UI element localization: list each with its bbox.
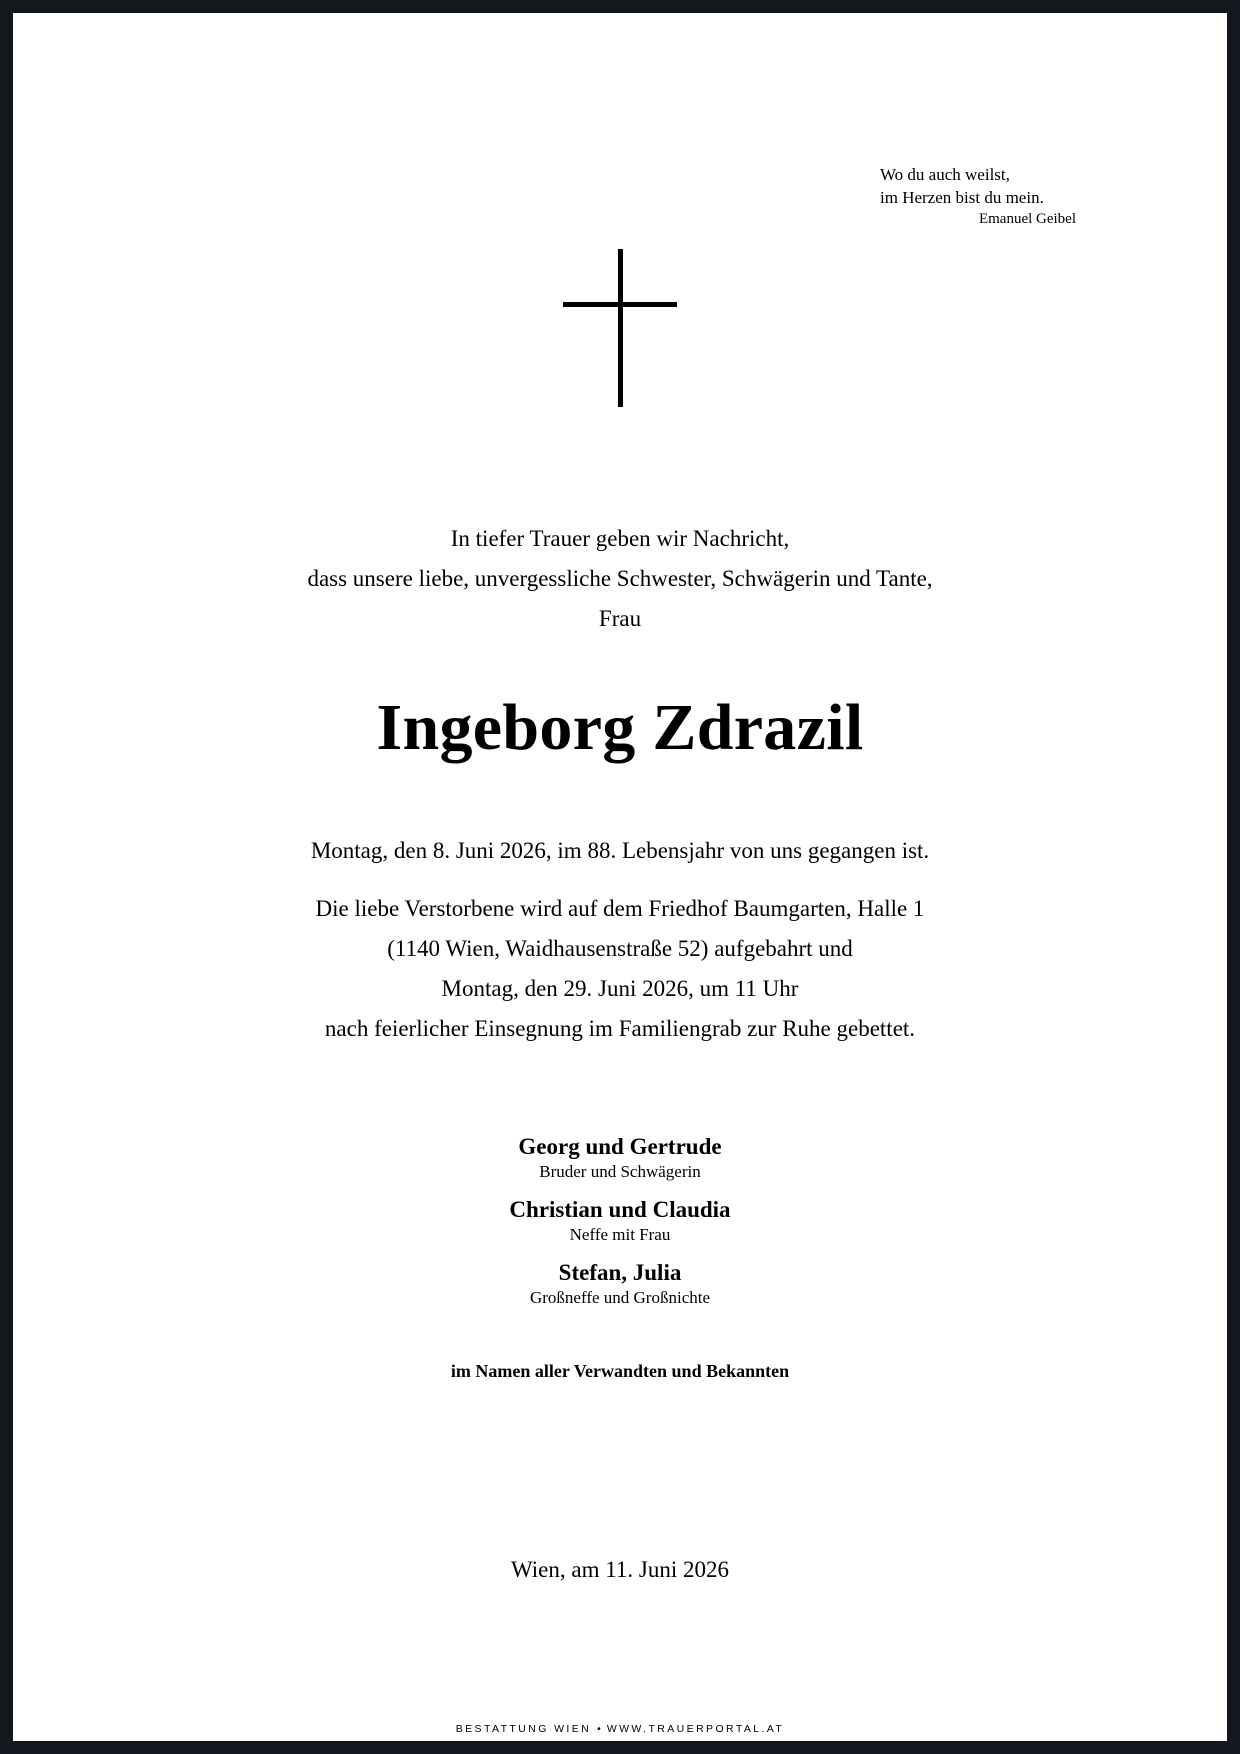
- footer-website-link[interactable]: WWW.TRAUERPORTAL.AT: [606, 1723, 785, 1735]
- mourner-relation: Großneffe und Großnichte: [529, 1288, 711, 1307]
- intro-line-3: Frau: [598, 606, 642, 631]
- intro-text: [13, 519, 1227, 639]
- quote-line-1: Wo du auch weilst,: [880, 165, 1010, 184]
- quote-line-2: im Herzen bist du mein.: [880, 188, 1044, 207]
- mourner-name: Christian und Claudia: [509, 1197, 731, 1222]
- death-notice: Montag, den 8. Juni 2026, im 88. Lebensjahr von uns gegangen ist.: [310, 838, 930, 863]
- mourner-item: [13, 1259, 1227, 1309]
- obituary-page: [13, 13, 1227, 1741]
- deceased-name: Ingeborg Zdrazil: [376, 691, 864, 764]
- service-line-3: Montag, den 29. Juni 2026, um 11 Uhr: [441, 976, 799, 1001]
- service-line-1: Die liebe Verstorbene wird auf dem Friedhof Baumgarten, Halle 1: [315, 896, 925, 921]
- cross-horizontal-bar: [563, 302, 677, 307]
- mourner-item: [13, 1196, 1227, 1246]
- footer-separator: •: [597, 1723, 601, 1735]
- service-line-2: (1140 Wien, Waidhausenstraße 52) aufgebahrt und: [387, 936, 853, 961]
- cross-icon: [563, 249, 677, 407]
- footer-publisher: BESTATTUNG WIEN: [455, 1723, 592, 1735]
- intro-line-2: dass unsere liebe, unvergessliche Schwester, Schwägerin und Tante,: [307, 566, 933, 591]
- place-and-date: Wien, am 11. Juni 2026: [511, 1557, 729, 1582]
- mourners-list: [13, 1133, 1227, 1322]
- service-line-4: nach feierlicher Einsegnung im Familiengrab zur Ruhe gebettet.: [324, 1016, 916, 1041]
- quote-author: Emanuel Geibel: [978, 211, 1076, 227]
- on-behalf-line: im Namen aller Verwandten und Bekannten: [450, 1361, 790, 1381]
- intro-line-1: In tiefer Trauer geben wir Nachricht,: [450, 526, 790, 551]
- mourner-relation: Neffe mit Frau: [569, 1225, 671, 1244]
- epigraph-quote: [880, 163, 1080, 229]
- mourner-item: [13, 1133, 1227, 1183]
- footer: [13, 1722, 1227, 1736]
- cross-vertical-bar: [618, 249, 623, 407]
- mourner-relation: Bruder und Schwägerin: [539, 1162, 701, 1181]
- mourner-name: Georg und Gertrude: [518, 1134, 722, 1159]
- mourner-name: Stefan, Julia: [558, 1260, 682, 1285]
- service-details: [13, 889, 1227, 1049]
